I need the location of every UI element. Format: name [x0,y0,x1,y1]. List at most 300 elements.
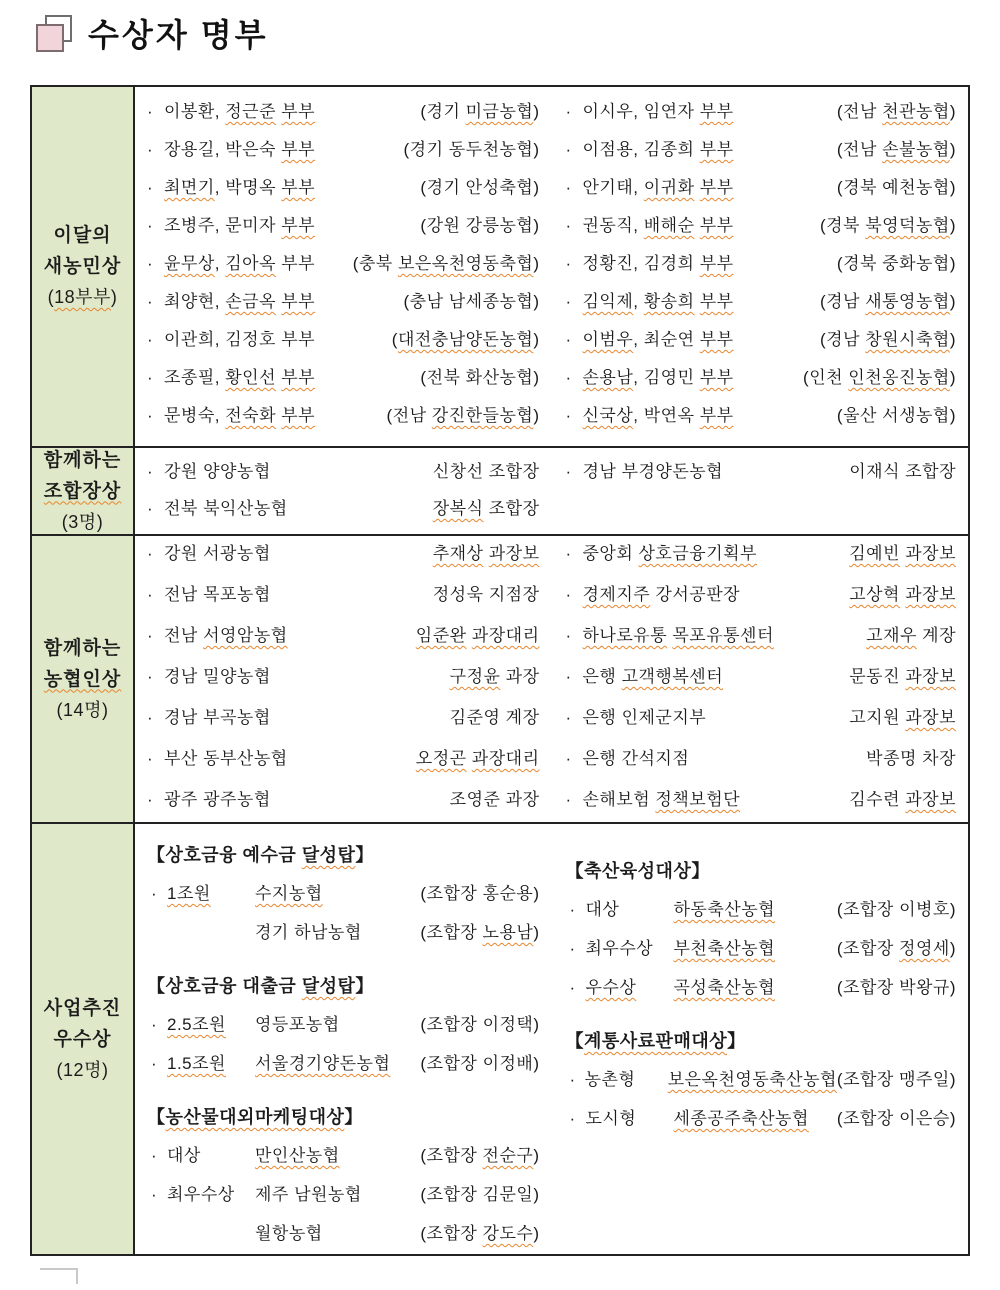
spellcheck-underlined-text: 고상혁 [849,585,900,604]
awardee-line [147,363,540,401]
awardee-affiliation [837,401,956,426]
spellcheck-underlined-text: 이귀화 [643,178,695,197]
plain-text: 전북 북익산농협 [164,499,288,518]
award-row-monthly-new-farmer [32,87,968,448]
awardee-affiliation [416,621,540,646]
plain-text: 전남 목포농협 [164,585,271,604]
awardee-name [147,621,288,646]
spellcheck-underlined-text: 수지농협 [255,884,323,903]
plain-text: ( [47,287,55,307]
awardee-name-text [164,368,315,387]
plain-text: ) [533,102,540,121]
awardee-affiliation [837,135,956,160]
plain-text: ) [949,216,956,235]
awardee-affiliation [820,287,956,312]
bullet-dot: · [147,292,154,311]
awardee-name-text [164,585,271,604]
awardee-line [566,401,957,439]
awardee-affiliation [837,249,956,274]
awardee-line [566,929,957,968]
plain-text: 김수련 [849,790,906,809]
subcategory-title [147,836,540,874]
spellcheck-underlined-text: 하동축산농협 [673,900,776,919]
bullet-dot: · [565,216,572,235]
awardee-name-text [583,216,734,235]
content-column-right [552,824,969,1254]
spellcheck-underlined-text: 창원시축협 [865,330,950,349]
bullet-dot: · [569,1109,576,1128]
awardee-affiliation [420,173,539,198]
bullet-dot: · [147,178,154,197]
bullet-dot: · [565,330,572,349]
bullet-dot: · [151,884,158,903]
awardee-name [147,97,315,122]
plain-text: ) [949,368,956,387]
award-rank-label [167,1005,255,1044]
spellcheck-underlined-text: 손금옥 [225,292,276,311]
bullet-dot: · [147,585,154,604]
bullet-dot: · [147,708,154,727]
awardee-line [147,703,540,744]
awardee-organization [255,1005,340,1044]
awardee-organization [674,968,776,1007]
awardee-line [566,363,957,401]
awardee-name-text [164,406,315,425]
bullet-dot: · [565,140,572,159]
spellcheck-underlined-text: 달성탑 [301,845,356,865]
plain-text: 중앙회 [582,544,639,563]
awardee-name-text [583,667,724,686]
plain-text: 안기태, [582,178,644,197]
award-content-together-chairman [135,448,968,534]
awardee-line [566,703,957,744]
plain-text: (12명) [56,1059,109,1080]
spellcheck-underlined-text: 황인선 [225,368,276,387]
bullet-dot: · [565,585,572,604]
bullet-dot: · [569,939,576,958]
awardee-chairman [837,890,956,929]
awardee-chairman [837,968,956,1007]
plain-text: ) [533,923,540,942]
spellcheck-underlined-text: 과장보 [905,667,956,686]
awardee-name [147,363,315,388]
spellcheck-underlined-text: 새통영농협 [865,292,950,311]
category-title-line [44,445,121,476]
plain-text: (조합장 이정배) [420,1054,540,1073]
awardee-line [566,580,957,621]
bullet-dot: · [147,462,154,481]
plain-text: (조합장 이병호) [836,900,956,919]
plain-text: (조합장 박왕규) [836,978,956,997]
awardee-name [566,211,734,236]
awardee-line [566,97,957,135]
awardee-organization [255,1214,323,1253]
awardee-line [147,1136,540,1175]
bullet-dot: · [151,1185,158,1204]
spellcheck-underlined-text: 인천옹진농협 [848,368,950,387]
spellcheck-underlined-text: 손불농협 [882,140,950,159]
spellcheck-underlined-text: 과장보 [905,544,956,563]
plain-text: 최우수상 [167,1185,235,1204]
plain-text: , 최순연 [633,330,700,349]
plain-text: (조합장 [836,939,900,958]
spellcheck-underlined-text: 부부 [281,292,316,311]
bullet-dot: · [569,978,576,997]
plain-text: 【상호금융 대출금 [147,976,302,996]
awardee-affiliation [820,325,956,350]
awardee-line [566,744,957,785]
bullet-dot: · [565,406,572,425]
spellcheck-underlined-text: 배해순 [643,216,695,235]
bullet-dot: · [565,667,572,686]
award-row-together-nonghyup-staff [32,536,968,824]
plain-text: (전남 [836,102,883,121]
awardee-chairman [837,1099,956,1138]
spellcheck-underlined-text: 정근준 [225,102,276,121]
award-category-business-promotion [32,824,135,1254]
awardee-name-text [164,667,271,686]
spellcheck-underlined-text: 손용남 [582,368,634,387]
bullet-dot: · [147,667,154,686]
plain-text: (경기 [420,102,466,121]
plain-text: 】 [355,976,374,996]
awardee-line [147,1044,540,1083]
awardee-line [147,211,540,249]
awardee-name-text [164,749,288,768]
awardee-name [147,325,315,350]
bullet-dot: · [569,900,576,919]
plain-text: 도시형 [585,1109,637,1128]
content-column-left [135,448,552,534]
content-column-right [552,448,969,534]
bullet-dot: · [147,140,154,159]
awardee-name [147,135,315,160]
awardee-chairman [420,1214,539,1253]
bullet-dot: · [565,708,572,727]
awardee-name [566,325,734,350]
awardee-name [147,744,288,769]
spellcheck-underlined-text: 경제지주 [582,585,651,604]
spellcheck-underlined-text: 부부 [281,216,316,235]
spellcheck-underlined-text: 미금농협 [465,102,534,121]
plain-text: 새농민상 [43,256,122,277]
award-subcategory [147,836,540,952]
award-category-together-chairman [32,448,135,534]
plain-text: (조합장 홍순용) [420,884,540,903]
awardee-name-text [164,544,271,563]
bullet-dot: · [147,368,154,387]
awardee-name-text [164,790,271,809]
plain-text: 【상호금융 예수금 [147,845,302,865]
plain-text: , 박연옥 [633,406,700,425]
award-rank-label [586,890,674,929]
awardee-affiliation [433,494,540,519]
spellcheck-underlined-text: 노용남 [482,923,534,942]
bullet-dot: · [565,790,572,809]
spellcheck-underlined-text: 세종공주축산농협 [673,1109,809,1128]
spellcheck-underlined-text: 김아옥 [225,254,277,273]
award-content-monthly-new-farmer [135,87,968,446]
plain-text: 박종명 차장 [866,749,956,768]
spellcheck-underlined-text: 부부 [281,406,316,425]
plain-text: 강원 양양농협 [164,462,271,481]
spellcheck-underlined-text: 대전충남양돈농협 [397,330,534,349]
plain-text: , [633,292,644,311]
award-rank-label [585,1060,668,1099]
spellcheck-underlined-text: 부부 [281,140,316,159]
content-column-right [552,87,969,446]
spellcheck-underlined-text: 부부 [699,330,734,349]
bullet-dot: · [147,499,154,518]
awardee-line [147,287,540,325]
spellcheck-underlined-text: 2.5조원 [167,1015,226,1034]
awardee-line [147,744,540,785]
awardee-name [566,621,774,646]
spellcheck-underlined-text: 부천축산농협 [673,939,776,958]
plain-text: ) [533,1224,540,1243]
bullet-dot: · [147,544,154,563]
awardee-name [147,249,315,274]
plain-text: 경남 부경양돈농협 [582,462,724,481]
spellcheck-underlined-text: 1.5조원 [167,1054,226,1073]
plain-text: ) [949,292,956,311]
spellcheck-underlined-text: 정영세 [899,939,950,958]
plain-text: 【 [565,1031,584,1051]
awardee-line [147,785,540,826]
plain-text: (경북 중화농협) [836,254,956,273]
awardee-name [147,785,271,810]
bullet-dot: · [565,544,572,563]
plain-text: 경남 밀양농협 [164,667,271,686]
plain-text: 이봉환, [164,102,226,121]
plain-text: ) [949,330,956,349]
awardee-name [566,744,690,769]
spellcheck-underlined-text: 과장보 [905,585,956,604]
awardee-line [147,1214,540,1253]
spellcheck-underlined-text: 부부 [699,178,734,197]
plain-text: 월항농협 [255,1224,323,1243]
subcategory-title [147,967,540,1005]
spellcheck-underlined-text: 강도수 [482,1224,534,1243]
bullet-icon-front-square [36,24,64,52]
bullet-dot: · [147,102,154,121]
spellcheck-underlined-text: 최면기 [164,178,215,197]
awardee-name-text [583,626,774,645]
awardee-line [566,1060,957,1099]
spellcheck-underlined-text: 김익제 [582,292,634,311]
awardee-chairman [420,1136,539,1175]
awardee-name [566,401,734,426]
plain-text: 조영준 과장 [449,790,540,809]
plain-text: 김준영 계장 [449,708,540,727]
spellcheck-underlined-text: 북영덕농협 [865,216,950,235]
awardee-affiliation [837,173,956,198]
plain-text: 이관희, 김정호 부부 [164,330,316,349]
plain-text: (인천 [803,368,849,387]
plain-text: (경남 [819,330,866,349]
category-title-line [53,220,111,251]
awardee-line [566,211,957,249]
spellcheck-underlined-text: 부부 [699,216,734,235]
category-count [57,695,109,726]
awardee-name-text [164,254,315,273]
plain-text: 함께하는 [43,449,122,471]
awardee-line [566,325,957,363]
awardee-line [147,325,540,363]
awardee-affiliation [849,539,956,564]
plain-text: 우수상 [53,1028,112,1050]
plain-text: 수상자 명부 [88,17,269,53]
page-title-block [36,10,269,56]
plain-text: (경기 안성축협) [420,178,540,197]
awardee-line [147,494,540,531]
spellcheck-underlined-text: 구정윤 [449,667,501,686]
awardee-name [566,580,741,605]
awardee-line [147,135,540,173]
awardee-line [566,249,957,287]
awardee-name [566,703,707,728]
bullet-dot: · [147,406,154,425]
awardee-name [147,211,315,236]
spellcheck-underlined-text: 과장보 [905,790,956,809]
plain-text: (조합장 김문일) [420,1185,540,1204]
awardee-name [147,401,315,426]
awardee-affiliation [433,457,540,482]
plain-text: (강원 강릉농협) [420,216,540,235]
awardee-organization [255,874,323,913]
plain-text: 과장 [500,667,540,686]
awardee-affiliation [849,457,956,482]
plain-text: 대상 [167,1146,201,1165]
bullet-dot: · [565,178,572,197]
awardee-name-text [583,462,724,481]
award-row-business-promotion [32,824,968,1254]
spellcheck-underlined-text: 고객행복센터 [621,667,724,686]
plain-text: (14명) [56,699,109,720]
spellcheck-underlined-text: 하나로유통 [582,626,668,645]
plain-text: 대상 [585,900,620,919]
plain-text: ) [949,102,956,121]
award-rank-label [167,1044,255,1083]
awardee-name [147,494,288,519]
subcategory-title [566,1022,957,1060]
award-subcategory [566,852,957,1007]
spellcheck-underlined-text: 부부 [281,368,316,387]
bullet-dot: · [147,216,154,235]
spellcheck-underlined-text: 정책보험단 [655,790,741,809]
awardee-name-text [164,499,288,518]
plain-text: 최양현, [164,292,226,311]
bullet-dot: · [147,749,154,768]
awardee-line [147,249,540,287]
awardee-affiliation [849,703,956,728]
plain-text: 최우수상 [585,939,654,958]
bullet-dot: · [569,1070,576,1089]
subcategory-title [147,1098,540,1136]
plain-text: (충남 남세종농협) [403,292,540,311]
awardee-name-text [164,708,271,727]
awardee-name-text [164,292,315,311]
awardee-affiliation [450,703,540,728]
awardee-line [147,173,540,211]
category-title-line [53,1024,111,1055]
awardee-name-text [164,626,288,645]
awardee-name [566,662,724,687]
plain-text: 】 [727,1031,746,1051]
spellcheck-underlined-text: 우수상 [585,978,637,997]
awardee-affiliation [820,211,956,236]
spellcheck-underlined-text: 18부부 [54,287,111,307]
awardee-name [566,135,734,160]
awardee-name-text [583,790,741,809]
awardee-affiliation [420,211,539,236]
plain-text: 이점용, 김종희 [582,140,700,159]
content-column-right [552,536,969,822]
awardee-name-text [583,330,734,349]
plain-text: (조합장 이정택) [420,1015,540,1034]
awardee-line [566,662,957,703]
plain-text: (조합장 맹주일) [836,1070,956,1089]
spellcheck-underlined-text: 목포유통센터 [672,626,774,645]
bullet-dot: · [151,1146,158,1165]
award-rank-label [167,1136,255,1175]
bullet-dot: · [565,368,572,387]
awardee-name-text [583,544,757,563]
spellcheck-underlined-text: 황송희 [643,292,695,311]
spellcheck-underlined-text: 조합장상 [43,480,122,502]
awardee-affiliation [420,97,539,122]
awardee-organization [255,1044,390,1083]
spellcheck-underlined-text: 오정곤 [415,749,467,768]
plain-text: 계장 [916,626,956,645]
awardee-affiliation [849,785,956,810]
bullet-dot: · [151,1054,158,1073]
award-rank-label [586,1099,674,1138]
spellcheck-underlined-text: 보은옥천영동축산농협 [667,1070,837,1089]
plain-text: ) [533,406,540,425]
plain-text: 조종필, [164,368,226,387]
spellcheck-underlined-text: 윤무상 [164,254,215,273]
spellcheck-underlined-text: 천관농협 [882,102,950,121]
spellcheck-underlined-text: 곡성축산농협 [673,978,776,997]
bullet-dot: · [565,254,572,273]
spellcheck-underlined-text: 부부 [699,140,734,159]
spellcheck-underlined-text: 부부 [281,102,316,121]
awardee-chairman [420,1175,539,1214]
spellcheck-underlined-text: 부부 [699,292,734,311]
plain-text: 사업추진 [43,997,122,1019]
bullet-dot: · [147,790,154,809]
awardee-organization [674,1099,809,1138]
awardee-chairman [420,1044,539,1083]
plain-text: ) [533,330,540,349]
spellcheck-underlined-text: 전숙화 [225,406,276,425]
content-column-left [135,824,552,1254]
plain-text: 문병숙, [164,406,226,425]
bullet-dot: · [565,749,572,768]
awardee-affiliation [450,662,540,687]
awardee-name [147,173,315,198]
plain-text: 은행 간석지점 [582,749,690,768]
awardee-name [566,173,734,198]
plain-text: 전남 [164,626,204,645]
awardee-name [566,363,734,388]
spellcheck-underlined-text: 추재상 [432,544,484,563]
awardee-name-text [583,140,734,159]
award-subcategory [566,1022,957,1138]
awardee-organization [255,913,362,952]
awardee-line [147,874,540,913]
